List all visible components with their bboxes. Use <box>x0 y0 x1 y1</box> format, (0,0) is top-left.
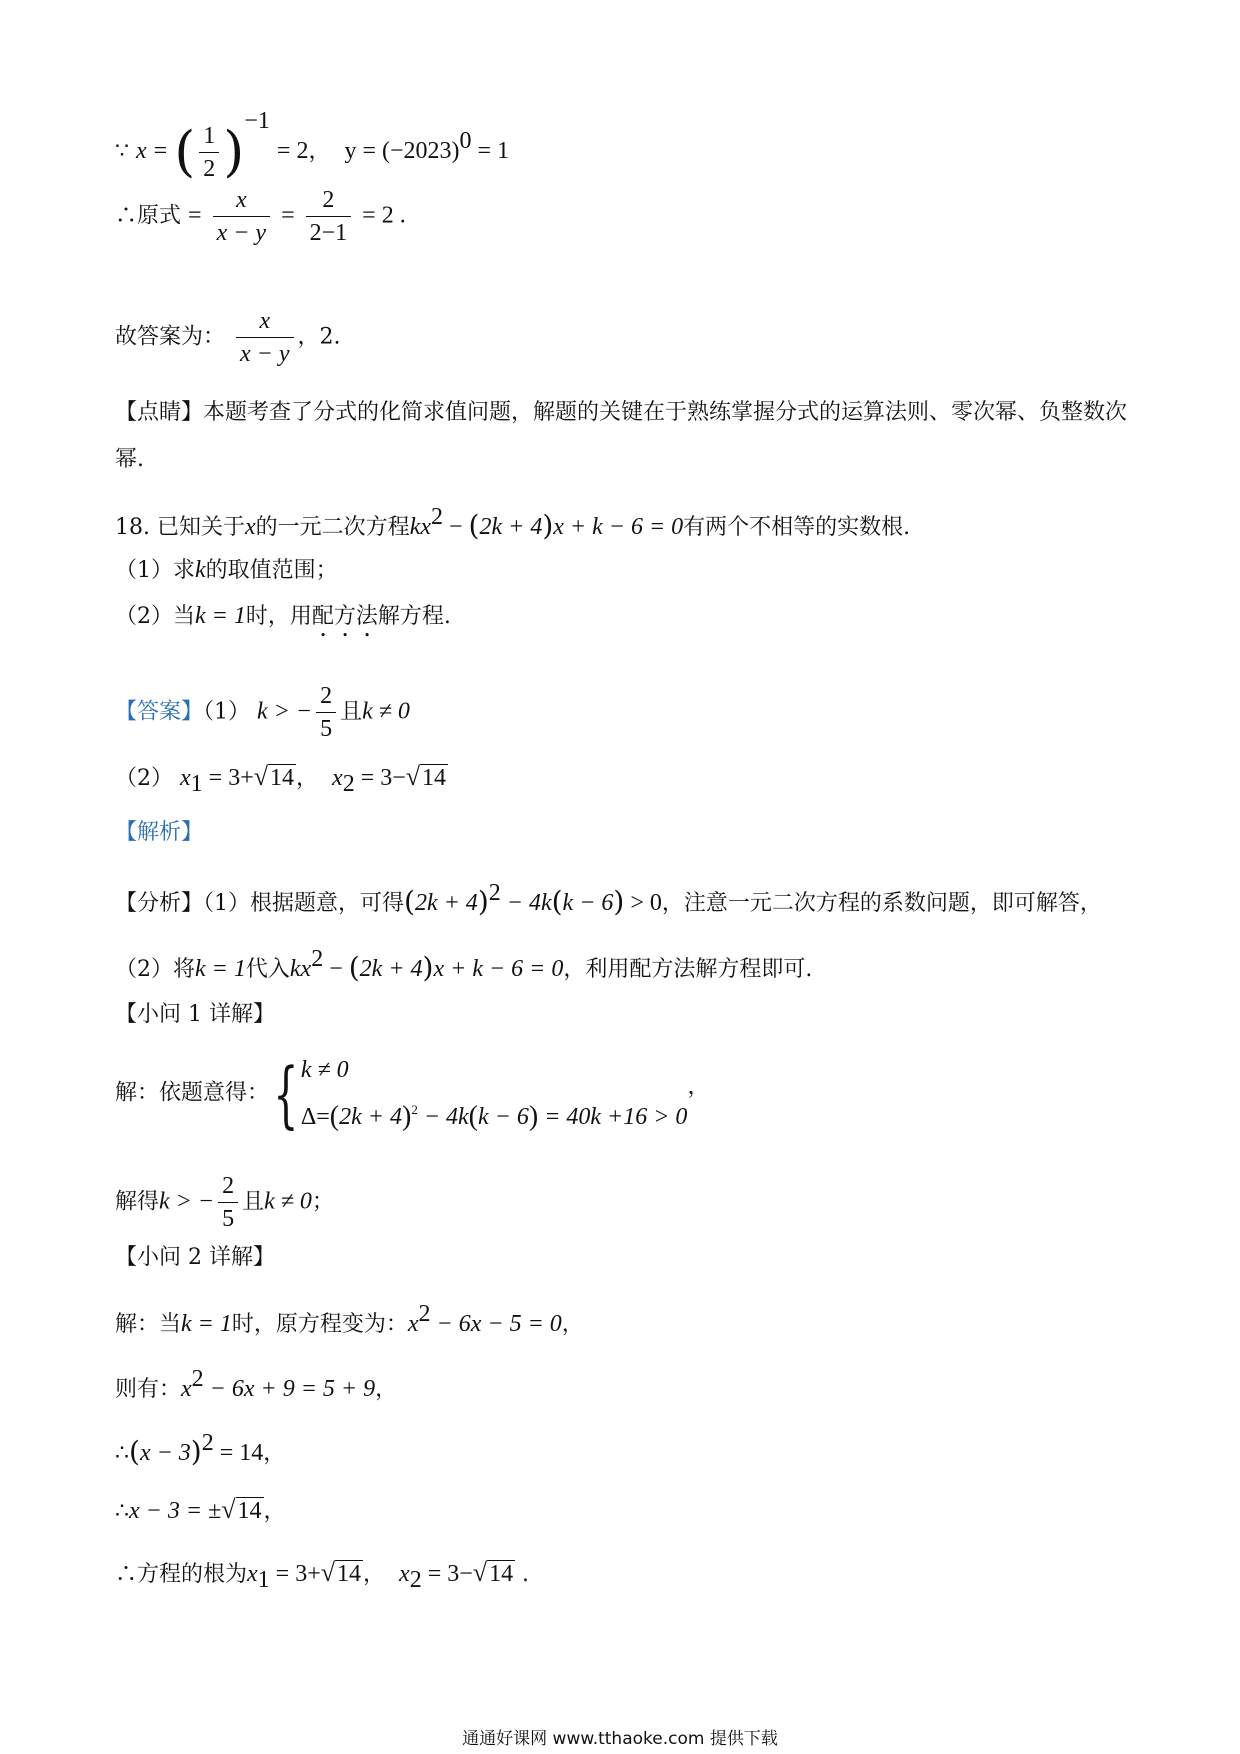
frac-den: x − y <box>216 220 267 246</box>
radical-sign: √ <box>320 1558 336 1587</box>
question-text-3: 有两个不相等的实数根. <box>683 515 911 540</box>
row2-inner: 2k + 4 <box>339 1104 402 1130</box>
line-1 <box>115 106 509 185</box>
expr-inner: 2k + 4 <box>359 956 423 982</box>
y-exponent: 0 <box>459 128 472 154</box>
frac-den: x − y <box>240 341 290 367</box>
radical-sign: √ <box>472 1558 488 1587</box>
fraction-2 <box>306 184 352 249</box>
var-x1: x <box>247 1561 258 1587</box>
text-1: ∴方程的根为 <box>115 1562 248 1587</box>
line-2 <box>115 184 406 249</box>
part-text-1: 时，用 <box>245 604 312 629</box>
and-text: 且 <box>242 1189 265 1215</box>
fenxi-2 <box>115 944 812 985</box>
expr-rest: − 6x − 5 = 0 <box>430 1311 562 1337</box>
expr-2: − 4k <box>500 890 552 916</box>
y-result: = 1 <box>471 138 510 164</box>
expr: x − 3 = ± <box>129 1498 222 1524</box>
sub-2: 2 <box>342 771 355 797</box>
frac-num: x <box>213 184 271 217</box>
frac-num: 2 <box>218 1170 238 1203</box>
part-text-2: 解方程. <box>377 604 451 629</box>
radicand: 14 <box>489 1561 514 1587</box>
question-number: 18. <box>115 515 150 540</box>
var-x: x <box>136 138 147 164</box>
paren-open: ( <box>404 885 415 918</box>
paren-close: ) <box>542 509 554 542</box>
solution-1 <box>115 1050 709 1137</box>
text-1: 则有： <box>115 1377 182 1402</box>
system-row-2 <box>301 1090 688 1137</box>
frac-num: x <box>236 305 294 338</box>
paren-close: ) <box>223 120 245 183</box>
therefore-symbol: ∴ <box>115 1441 129 1466</box>
exp-2: 2 <box>191 1366 204 1392</box>
y-expression: y = (−2023) <box>344 138 460 164</box>
inequality-rhs: k ≠ 0 <box>362 698 410 725</box>
fenxi-1 <box>115 878 1102 919</box>
radical-sign: √ <box>253 762 269 791</box>
answer-1 <box>115 680 410 745</box>
answer-label: 故答案为： <box>115 324 226 350</box>
therefore-symbol: ∴ <box>115 1499 129 1524</box>
sqrt-14 <box>473 1558 515 1589</box>
exp-2: 2 <box>488 880 501 906</box>
analysis-heading <box>115 818 203 848</box>
exponent: −1 <box>244 108 270 134</box>
fenxi-text-1: （1）根据题意，可得 <box>203 891 405 916</box>
expr-rest: x + k − 6 = 0 <box>433 956 564 982</box>
sqrt-14 <box>406 762 448 793</box>
because-symbol: ∵ <box>115 139 129 164</box>
tail: ， <box>263 1441 286 1466</box>
x1-rest: = 3+ <box>269 1561 321 1587</box>
eq-exp: 2 <box>431 504 443 530</box>
paren-open: ( <box>329 1101 340 1132</box>
inequality-lhs: k > − <box>159 1188 215 1215</box>
tail: ， <box>263 1499 286 1524</box>
paren-close: ) <box>190 1435 202 1468</box>
frac-den: 5 <box>222 1206 235 1232</box>
radical-sign: √ <box>221 1495 236 1524</box>
radicand: 14 <box>237 1498 262 1524</box>
paren-open: ( <box>551 885 563 918</box>
condition: k = 1 <box>195 956 246 982</box>
text-1: 解：当 <box>115 1312 182 1337</box>
fenxi-text-2: 代入 <box>245 957 290 982</box>
fenxi-text-2: ，注意一元二次方程的系数问题，即可解答， <box>661 891 1102 916</box>
eq-minus: − <box>443 514 469 540</box>
solution-label: 解：依题意得： <box>115 1080 270 1106</box>
paren-close: ) <box>613 885 625 918</box>
fenxi-text-3: ，利用配方法解方程即可. <box>563 957 813 982</box>
sub2-tag: 【小问 2 详解】 <box>115 1245 275 1270</box>
part-label: （2）当 <box>115 604 195 629</box>
separator: ， <box>363 1562 386 1587</box>
text-2: 时，原方程变为： <box>231 1312 408 1337</box>
expr-4: > 0 <box>624 890 662 916</box>
tail: ， <box>561 1312 584 1337</box>
radicand: 14 <box>422 765 447 791</box>
result-label: 解得 <box>115 1189 160 1215</box>
page-footer: 通通好课网 www.tthaoke.com 提供下载 <box>462 1729 778 1749</box>
therefore-symbol: ∴ <box>115 203 138 229</box>
answer-rest: ，2. <box>297 324 341 350</box>
paren-open: ( <box>348 951 360 984</box>
result: = 2 <box>276 138 309 164</box>
answer-fraction <box>236 305 294 370</box>
equals: = <box>153 138 168 164</box>
fenxi-tag: 【分析】 <box>115 891 204 916</box>
paren-open: ( <box>174 120 196 183</box>
solution-2-b <box>115 1364 397 1405</box>
question-18 <box>115 502 910 543</box>
condition: k = 1 <box>181 1311 232 1337</box>
question-18-part-1 <box>115 555 338 586</box>
tail: ， <box>687 1074 710 1100</box>
brace: { <box>273 1051 299 1136</box>
paren-close: ) <box>422 951 434 984</box>
solution-2-d <box>115 1495 286 1527</box>
comment-line <box>115 398 1127 428</box>
line-3 <box>115 305 341 370</box>
solution-2-a <box>115 1299 584 1340</box>
exp-2: 2 <box>201 1430 214 1456</box>
paren-open: ( <box>468 509 480 542</box>
frac-den: 2 <box>203 155 216 182</box>
comment-tag: 【点睛】 <box>115 400 204 425</box>
eq-inner: 2k + 4 <box>479 514 543 540</box>
row2-d: k − 6 <box>478 1104 529 1130</box>
system-row-1: k ≠ 0 <box>300 1057 349 1083</box>
sqrt-14 <box>321 1558 363 1589</box>
label-original: 原式 <box>137 203 182 229</box>
eq-kx: kx <box>409 514 431 540</box>
comment-text-2: 幂. <box>115 447 144 472</box>
frac-den: 5 <box>320 716 333 742</box>
radicand: 14 <box>337 1561 362 1587</box>
expr-1: 2k + 4 <box>414 890 478 916</box>
tail: ； <box>311 1189 334 1215</box>
frac-num: 2 <box>306 184 352 217</box>
solution-1-result <box>115 1170 334 1235</box>
expr-x: x <box>407 1311 419 1337</box>
sub-question-1-heading <box>115 1000 275 1030</box>
paren-close: ) <box>401 1101 412 1132</box>
exp-2: 2 <box>418 1301 431 1327</box>
fraction-two-fifths <box>218 1170 238 1235</box>
fenxi-text-1: （2）将 <box>115 957 195 982</box>
answer-tag: 【答案】 <box>115 699 204 725</box>
separator: ， <box>308 139 331 164</box>
expr-inner: x − 3 <box>139 1440 191 1466</box>
expr-rest: = 14 <box>213 1440 264 1466</box>
paren-close: ) <box>477 885 489 918</box>
condition: k = 1 <box>195 603 246 629</box>
sub1-tag: 【小问 1 详解】 <box>115 1002 275 1027</box>
separator: ， <box>296 766 319 791</box>
inequality-rhs: k ≠ 0 <box>264 1188 312 1215</box>
var-x2: x <box>399 1561 410 1587</box>
row2-c: − 4k <box>417 1104 469 1130</box>
emphasized-text: 配方法 <box>311 604 378 629</box>
sub-question-2-heading <box>115 1243 275 1273</box>
row2-e: = 40k +16 > 0 <box>538 1104 688 1130</box>
equals: = <box>281 202 295 229</box>
sqrt-14 <box>254 762 296 793</box>
sub-1: 1 <box>190 771 203 797</box>
tail: . <box>515 1562 530 1587</box>
expr-minus: − <box>323 956 349 982</box>
answer-2 <box>115 762 448 799</box>
and-text: 且 <box>340 699 363 725</box>
answer-label: （2） <box>115 766 173 791</box>
answer-label: （1） <box>203 699 251 725</box>
radicand: 14 <box>270 765 295 791</box>
exp-2: 2 <box>311 946 324 972</box>
x1-rest: = 3+ <box>202 765 254 791</box>
row2-exp: 2 <box>411 1102 418 1117</box>
var-k: k <box>195 557 206 583</box>
sub-2: 2 <box>409 1567 422 1593</box>
solution-2-c <box>115 1428 285 1469</box>
analysis-tag: 【解析】 <box>115 820 204 845</box>
question-text-2: 的一元二次方程 <box>255 515 410 540</box>
fraction-half <box>199 120 219 185</box>
tail: ， <box>375 1377 398 1402</box>
expr-kx: kx <box>289 956 312 982</box>
part-text: 的取值范围； <box>205 558 338 583</box>
frac-den: 2−1 <box>309 220 348 246</box>
var-x1: x <box>180 765 191 791</box>
comment-line-2 <box>115 445 144 475</box>
expr-3: k − 6 <box>562 890 614 916</box>
equals: = <box>188 202 202 229</box>
inequality-lhs: k > − <box>257 698 313 725</box>
var-x: x <box>245 514 256 540</box>
x2-rest: = 3− <box>421 1561 473 1587</box>
x2-rest: = 3− <box>354 765 406 791</box>
delta: Δ= <box>300 1104 330 1130</box>
var-x2: x <box>332 765 343 791</box>
fraction-1 <box>213 184 271 249</box>
part-label: （1）求 <box>115 558 195 583</box>
sub-1: 1 <box>257 1567 270 1593</box>
expr-rest: − 6x + 9 = 5 + 9 <box>203 1376 376 1402</box>
paren-open: ( <box>129 1435 140 1468</box>
equation-system <box>301 1050 688 1137</box>
fraction-two-fifths <box>316 680 336 745</box>
result: = 2 . <box>362 202 406 229</box>
comment-text: 本题考查了分式的化简求值问题，解题的关键在于熟练掌握分式的运算法则、零次幂、负整数次 <box>203 400 1128 425</box>
paren-open: ( <box>468 1101 478 1132</box>
frac-num: 1 <box>199 120 219 153</box>
expr-x: x <box>181 1376 192 1402</box>
solution-2-e <box>115 1558 529 1595</box>
radical-sign: √ <box>405 762 421 791</box>
paren-close: ) <box>528 1101 539 1132</box>
sqrt-14 <box>221 1495 263 1526</box>
eq-rest: x + k − 6 = 0 <box>553 514 684 540</box>
question-text-1: 已知关于 <box>157 515 246 540</box>
question-18-part-2 <box>115 601 451 642</box>
frac-num: 2 <box>316 680 336 713</box>
